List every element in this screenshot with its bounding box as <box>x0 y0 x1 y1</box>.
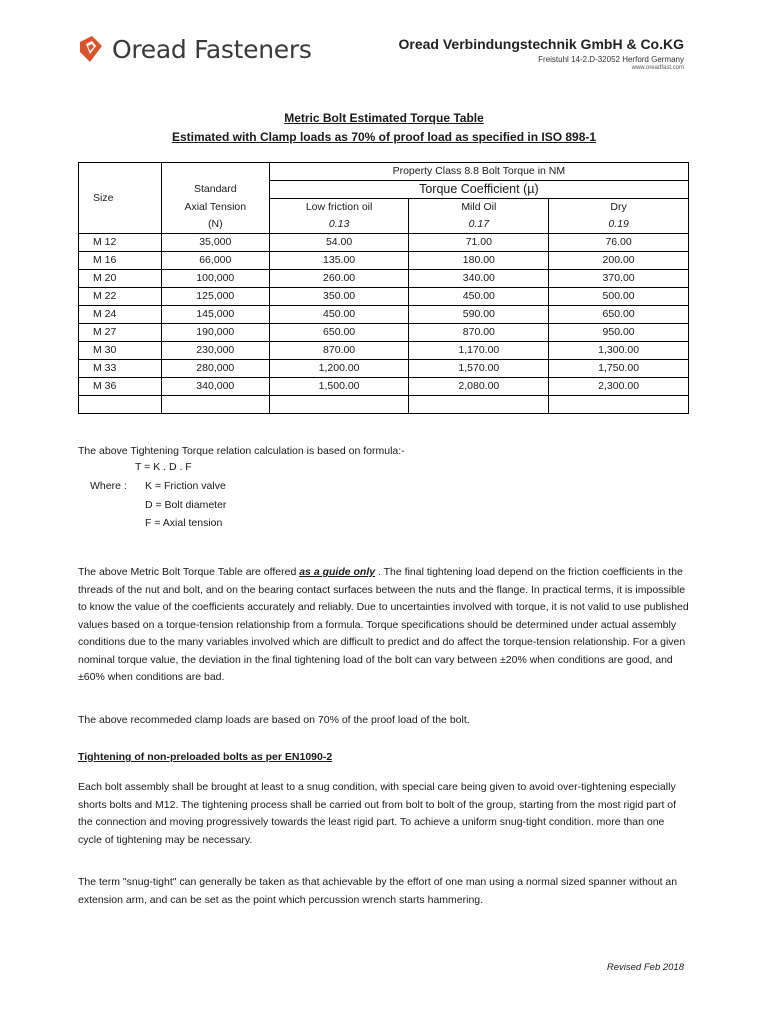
table-cell-empty <box>79 396 162 414</box>
condition-header: Mild Oil <box>409 199 549 217</box>
torque-value-cell: 590.00 <box>409 306 549 324</box>
torque-value-cell: 350.00 <box>269 288 409 306</box>
bolt-size-cell: M 24 <box>79 306 162 324</box>
torque-value-cell: 76.00 <box>549 234 689 252</box>
table-row <box>79 342 689 360</box>
page-title: Metric Bolt Estimated Torque Table <box>284 111 484 125</box>
axial-tension-cell: 190,000 <box>161 324 269 342</box>
axial-tension-cell: 340,000 <box>161 378 269 396</box>
formula-equation: T = K . D . F <box>135 461 192 473</box>
table-cell-empty <box>549 396 689 414</box>
section-heading: Tightening of non-preloaded bolts as per EN1090-2 <box>78 751 333 763</box>
torque-value-cell: 450.00 <box>269 306 409 324</box>
torque-value-cell: 650.00 <box>549 306 689 324</box>
logo-text: Oread Fasteners <box>112 34 312 64</box>
torque-value-cell: 870.00 <box>409 324 549 342</box>
condition-header: Dry <box>549 199 689 217</box>
condition-header: Low friction oil <box>269 199 409 217</box>
coefficient-value: 0.13 <box>269 216 409 234</box>
coefficient-value: 0.19 <box>549 216 689 234</box>
bolt-size-cell: M 12 <box>79 234 162 252</box>
table-row <box>79 288 689 306</box>
table-cell-empty <box>409 396 549 414</box>
company-address: Freistuhl 14-2.D-32052 Herford Germany <box>538 55 684 64</box>
torque-value-cell: 1,170.00 <box>409 342 549 360</box>
size-header: Size <box>79 181 162 217</box>
torque-value-cell: 54.00 <box>269 234 409 252</box>
revision-note: Revised Feb 2018 <box>606 962 684 973</box>
axial-tension-cell: 66,000 <box>161 252 269 270</box>
snug-definition: The term "snug-tight" can generally be taken as that achievable by the effort of one man using a normal sized spanner without an extension arm, and can be set as the point which percussion wrench starts hammering. <box>78 876 678 906</box>
bolt-size-cell: M 22 <box>79 288 162 306</box>
torque-value-cell: 870.00 <box>269 342 409 360</box>
company-logo <box>78 34 312 64</box>
guide-emphasis: as a guide only <box>299 566 376 578</box>
torque-value-cell: 135.00 <box>269 252 409 270</box>
axial-tension-cell: 100,000 <box>161 270 269 288</box>
torque-value-cell: 340.00 <box>409 270 549 288</box>
torque-value-cell: 1,570.00 <box>409 360 549 378</box>
snug-paragraph: Each bolt assembly shall be brought at least to a snug condition, with special care being given to avoid over-tightening especially shorts bolts and M12. The tightening process shall be carried out from bolt to bolt of the group, starting from the most rigid part of the connection and moving progressively towards the least rigid part. To achieve a uniform snug-tight condition. more than one cycle of tightening may be necessary. <box>78 781 677 846</box>
torque-coefficient-header: Torque Coefficient (µ) <box>269 181 688 199</box>
torque-table <box>78 162 689 414</box>
bolt-size-cell: M 16 <box>79 252 162 270</box>
torque-value-cell: 260.00 <box>269 270 409 288</box>
header-cell-empty <box>79 163 162 181</box>
torque-value-cell: 1,500.00 <box>269 378 409 396</box>
table-row <box>79 360 689 378</box>
formula-intro: The above Tightening Torque relation calculation is based on formula:- <box>78 445 405 457</box>
table-row <box>79 270 689 288</box>
bolt-size-cell: M 27 <box>79 324 162 342</box>
table-row <box>79 378 689 396</box>
torque-value-cell: 450.00 <box>409 288 549 306</box>
torque-value-cell: 650.00 <box>269 324 409 342</box>
torque-value-cell: 180.00 <box>409 252 549 270</box>
formula-d: D = Bolt diameter <box>145 499 227 511</box>
bolt-size-cell: M 30 <box>79 342 162 360</box>
std-header-line3: (N) <box>161 216 269 234</box>
formula-k: K = Friction valve <box>145 480 226 492</box>
formula-where: Where : <box>90 480 127 492</box>
bolt-size-cell: M 20 <box>79 270 162 288</box>
header-cell-empty <box>161 163 269 181</box>
company-info <box>399 36 684 71</box>
torque-value-cell: 500.00 <box>549 288 689 306</box>
table-cell-empty <box>269 396 409 414</box>
oread-logo-icon <box>78 34 104 64</box>
axial-tension-cell: 230,000 <box>161 342 269 360</box>
bolt-size-cell: M 33 <box>79 360 162 378</box>
table-row <box>79 324 689 342</box>
std-header-line1: Standard <box>161 181 269 199</box>
table-row <box>79 252 689 270</box>
page-subtitle: Estimated with Clamp loads as 70% of proof load as specified in ISO 898-1 <box>171 130 597 144</box>
table-row <box>79 234 689 252</box>
table-row <box>79 306 689 324</box>
axial-tension-cell: 35,000 <box>161 234 269 252</box>
table-cell-empty <box>161 396 269 414</box>
torque-value-cell: 1,750.00 <box>549 360 689 378</box>
header-cell-empty <box>79 216 162 234</box>
torque-value-cell: 2,300.00 <box>549 378 689 396</box>
torque-value-cell: 71.00 <box>409 234 549 252</box>
bolt-size-cell: M 36 <box>79 378 162 396</box>
formula-f: F = Axial tension <box>145 517 223 529</box>
axial-tension-cell: 280,000 <box>161 360 269 378</box>
company-name: Oread Verbindungstechnik GmbH & Co.KG <box>398 36 684 52</box>
torque-value-cell: 200.00 <box>549 252 689 270</box>
torque-value-cell: 950.00 <box>549 324 689 342</box>
guide-paragraph <box>78 564 690 687</box>
torque-value-cell: 1,300.00 <box>549 342 689 360</box>
axial-tension-cell: 145,000 <box>161 306 269 324</box>
company-website: www.oreadfast.com <box>631 65 684 71</box>
torque-value-cell: 1,200.00 <box>269 360 409 378</box>
axial-tension-cell: 125,000 <box>161 288 269 306</box>
guide-text-before: The above Metric Bolt Torque Table are offered <box>78 566 300 578</box>
torque-value-cell: 370.00 <box>549 270 689 288</box>
std-header-line2: Axial Tension <box>161 199 269 217</box>
coefficient-value: 0.17 <box>409 216 549 234</box>
property-class-header: Property Class 8.8 Bolt Torque in NM <box>269 163 688 181</box>
torque-value-cell: 2,080.00 <box>409 378 549 396</box>
guide-text-after: . The final tightening load depend on the friction coefficients in the threads of the nut and bolt, and on the bearing contact surfaces between the nuts and the flange. In practical terms, it is impossible to know the value of the coefficients accurately and reliably. Due to uncertainties involved with torque, it is not valid to use published values based on a torque-tension relationship from a formula. Torque specifications should be determined under actual assembly conditions due to the many variables involved which are difficult to predict and do affect the torque-tension relationship. For a given nominal torque value, the deviation in the final tightening load of the bolt can vary between ±20% when conditions are good, and ±60% when conditions are bad. <box>78 566 689 683</box>
clamp-note: The above recommeded clamp loads are based on 70% of the proof load of the bolt. <box>78 714 470 726</box>
